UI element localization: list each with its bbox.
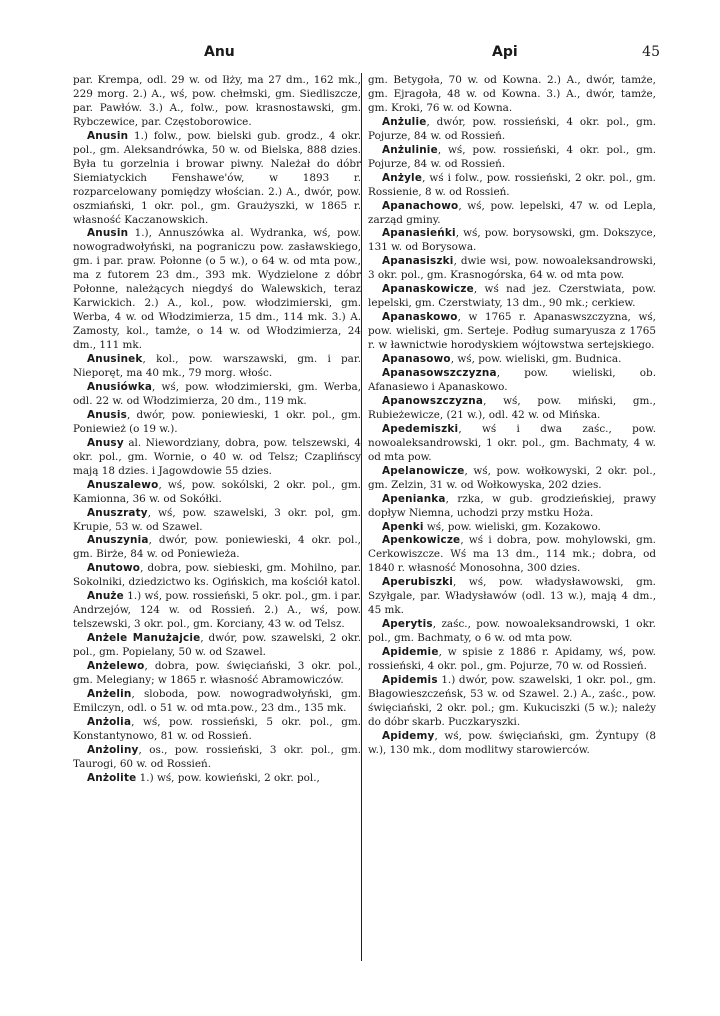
- entry-text: par. Krempa, odl. 29 w. od Iłży, ma 27 dm., 162 mk., 229 morg. 2.) A., wś, pow. chełmski, gm. Siedliszcze, par. Pawłów. 3.) A., folw., pow. krasnostawski, gm. Rybczewice, par. Częstoborowice.: [73, 74, 361, 128]
- column-divider: [361, 73, 362, 961]
- entry-text: , wś, pow. rossieński, 5 okr. pol., gm. Konstantynowo, 81 w. od Rossień.: [73, 715, 361, 742]
- dictionary-entry: [73, 562, 361, 590]
- entry-text: , dwór, pow. poniewieski, 1 okr. pol., gm. Poniewież (o 19 w.).: [73, 408, 361, 435]
- entry-headword: Apanasowszczyzna: [382, 367, 497, 380]
- entry-headword: Anuże: [87, 590, 124, 603]
- entry-text: gm. Betygoła, 70 w. od Kowna. 2.) A., dwór, tamże, gm. Ejragoła, 48 w. od Kowna. 3.) A., dwór, tamże, gm. Kroki, 76 w. od Kowna.: [368, 74, 656, 114]
- dictionary-entry: [368, 172, 656, 200]
- dictionary-entry: [368, 646, 656, 674]
- entry-headword: Anusinek: [87, 353, 143, 366]
- dictionary-entry: [368, 730, 656, 758]
- dictionary-entry: [73, 227, 361, 353]
- entry-text: , dwór, pow. szawelski, 2 okr. pol., gm. Popielany, 50 w. od Szawel.: [73, 632, 361, 659]
- entry-text: wś, pow. wieliski, gm. Kozakowo.: [423, 520, 601, 533]
- entry-text: , sloboda, pow. nowogradwołyński, gm. Emilczyn, odl. o 51 w. od mta.pow., 23 dm., 135 mk.: [73, 687, 361, 714]
- entry-text: , wś i folw., pow. rossieński, 2 okr. pol., gm. Rossienie, 8 w. od Rossień.: [368, 171, 656, 198]
- entry-text: , wś, pow. szawelski, 3 okr. pol, gm. Krupie, 53 w. od Szawel.: [73, 506, 361, 533]
- dictionary-entry: [368, 465, 656, 493]
- dictionary-entry: [73, 660, 361, 688]
- dictionary-entry: [73, 130, 361, 228]
- dictionary-entry: [73, 688, 361, 716]
- entry-text: , w 1765 r. Apanaswszczyzna, wś, pow. wieliski, gm. Serteje. Podług sumaryusza z 1765 r. w ławnictwie horodyskiem wójtowstwa sertejskiego.: [368, 311, 656, 352]
- entry-headword: Apidemie: [382, 646, 439, 659]
- dictionary-entry: [368, 353, 656, 367]
- entry-text: , dobra, pow. święciański, 3 okr. pol., gm. Melegiany; w 1865 r. własność Abramowiczów.: [73, 660, 361, 686]
- left-column: [73, 74, 361, 786]
- entry-text: , wś, pow. rossieński, 4 okr. pol., gm. Pojurze, 84 w. od Rossień.: [368, 143, 656, 170]
- entry-headword: Apenki: [382, 520, 424, 533]
- right-column: [368, 74, 656, 758]
- dictionary-entry: [73, 353, 361, 381]
- entry-headword: Apidemy: [382, 729, 435, 742]
- dictionary-entry: [73, 590, 361, 632]
- entry-headword: Anżolia: [87, 715, 132, 728]
- entry-text: , rzka, w gub. grodzieńskiej, prawy dopływ Niemna, uchodzi przy mstku Hoża.: [368, 492, 656, 519]
- dictionary-entry: [368, 674, 656, 730]
- entry-text: , wś i dwa zaśc., pow. nowoaleksandrowski, 1 okr. pol., gm. Bachmaty, 4 w. od mta pow.: [368, 422, 656, 463]
- dictionary-entry: [368, 116, 656, 144]
- entry-headword: Anżulinie: [382, 143, 438, 156]
- entry-headword: Apedemiszki: [382, 422, 459, 435]
- entry-text: , wś, pow. władysławowski, gm. Szyłgale, par. Władysławów (odl. 13 w.), mają 4 dm., 45 mk.: [368, 576, 656, 617]
- entry-text: 1.) wś, pow. kowieński, 2 okr. pol.,: [136, 771, 320, 784]
- entry-text: 1.) dwór, pow. szawelski, 1 okr. pol., gm. Błagowieszczeńsk, 53 w. od Szawel. 2.) A., zaśc., pow. święciański, 2 okr. pol.; gm. Kukuciszki (5 w.); należy do dóbr skarb. Puczkaryszki.: [368, 673, 656, 728]
- entry-text: 1.) folw., pow. bielski gub. grodz., 4 okr. pol., gm. Aleksandrówka, 50 w. od Bielska, 888 dzies. Była tu gorzelnia i browar piwny. Należał do dóbr Siemiatyckich Fenshawe'ów, w 1893 r. rozparcelowany pomiędzy włościan. 2.) A., dwór, pow. oszmiański, 1 okr. pol., gm. Graużyszki, w 1865 r. własność Kaczanowskich.: [73, 129, 361, 226]
- running-head-right: Api: [492, 44, 518, 60]
- entry-text: , w spisie z 1886 r. Apidamy, wś, pow. rossieński, 4 okr. pol., gm. Pojurze, 70 w. od Rossień.: [368, 646, 656, 673]
- entry-headword: Apanasiszki: [382, 255, 454, 268]
- entry-text: , wś, pow. borysowski, gm. Dokszyce, 131 w. od Borysowa.: [368, 227, 656, 254]
- dictionary-entry: [368, 423, 656, 465]
- dictionary-entry: [73, 716, 361, 744]
- entry-headword: Apanasieńki: [382, 227, 456, 240]
- entry-headword: Anutowo: [87, 562, 141, 575]
- dictionary-entry: [73, 479, 361, 507]
- dictionary-entry: [368, 618, 656, 646]
- entry-text: , wś, pow. miński, gm., Rubieżewicze, (21 w.), odl. 42 w. od Mińska.: [368, 394, 656, 421]
- entry-text: , wś nad jez. Czerstwiata, pow. lepelski, gm. Czerstwiaty, 13 dm., 90 mk.; cerkiew.: [368, 283, 656, 310]
- dictionary-entry: [368, 283, 656, 311]
- entry-text: , wś i dobra, pow. mohylowski, gm. Cerkowiszcze. Wś ma 13 dm., 114 mk.; dobra, od 1840 r. własność Monosohna, 300 dzies.: [368, 534, 656, 575]
- entry-text: , kol., pow. warszawski, gm. i par. Nieporęt, ma 40 mk., 79 morg. włośc.: [73, 353, 361, 380]
- page-number: 45: [642, 44, 660, 60]
- entry-text: , os., pow. rossieński, 3 okr. pol., gm. Taurogi, 60 w. od Rossień.: [73, 743, 361, 770]
- entry-headword: Anusin: [87, 129, 129, 142]
- entry-text: 1.), Annuszówka al. Wydranka, wś, pow. nowogradwołyński, na pograniczu pow. zasławskiego, gm. i par. praw. Połonne (o 5 w.), o 64 w. od mta pow., ma z futorem 23 dm., 393 mk. Wydzielone z dóbr Połonne, należących niegdyś do Walewskich, teraz Karwickich. 2.) A., kol., pow. włodzimierski, gm. Werba, 4 w. od Włodzimierza, 15 dm., 114 mk. 3.) A. Zamosty, kol., tamże, o 14 w. od Włodzimierza, 24 dm., 111 mk.: [73, 227, 361, 352]
- entry-headword: Apenianka: [382, 492, 446, 505]
- entry-text: , wś, pow. sokólski, 2 okr. pol., gm. Kamionna, 36 w. od Sokółki.: [73, 478, 361, 505]
- dictionary-entry: [73, 772, 361, 786]
- dictionary-entry: [368, 367, 656, 395]
- dictionary-entry: [73, 632, 361, 660]
- entry-text: , wś, pow. lepelski, 47 w. od Lepla, zarząd gminy.: [368, 199, 656, 226]
- entry-text: , dobra, pow. siebieski, gm. Mohilno, par. Sokolniki, dziedzictwo ks. Ogińskich, ma kościół katol.: [73, 562, 361, 589]
- entry-text: , wś, pow. włodzimierski, gm. Werba, odl. 22 w. od Włodzimierza, 20 dm., 119 mk.: [73, 380, 361, 407]
- dictionary-entry: [368, 74, 656, 116]
- dictionary-entry: [73, 534, 361, 562]
- dictionary-entry: [368, 144, 656, 172]
- entry-headword: Anuszynia: [87, 534, 149, 547]
- dictionary-entry: [368, 395, 656, 423]
- entry-headword: Anżoliny: [87, 743, 139, 756]
- entry-text: , wś, pow. wołkowyski, 2 okr. pol., gm. Zelzin, 31 w. od Wołkowyska, 202 dzies.: [368, 464, 656, 491]
- dictionary-entry: [368, 227, 656, 255]
- dictionary-entry: [368, 521, 656, 535]
- entry-text: , pow. wieliski, ob. Afanasiewo i Apanaskowo.: [368, 367, 656, 393]
- entry-headword: Anuszraty: [87, 506, 148, 519]
- dictionary-entry: [368, 311, 656, 353]
- entry-headword: Anusis: [87, 408, 127, 421]
- dictionary-entry: [73, 381, 361, 409]
- entry-headword: Anżele Manużajcie: [87, 632, 201, 645]
- entry-headword: Apidemis: [382, 673, 438, 686]
- dictionary-entry: [368, 576, 656, 618]
- dictionary-entry: [73, 744, 361, 772]
- dictionary-entry: [368, 255, 656, 283]
- entry-text: , zaśc., pow. nowoaleksandrowski, 1 okr. pol., gm. Bachmaty, o 6 w. od mta pow.: [368, 618, 656, 645]
- entry-headword: Apanaskowo: [382, 311, 458, 324]
- dictionary-entry: [73, 507, 361, 535]
- entry-headword: Anusiówka: [87, 380, 153, 393]
- entry-headword: Apanasowo: [382, 353, 451, 366]
- entry-text: , dwór, pow. rossieński, 4 okr. pol., gm. Pojurze, 84 w. od Rossień.: [368, 115, 656, 142]
- entry-text: , wś, pow. święciański, gm. Żyntupy (8 w.), 130 mk., dom modlitwy starowierców.: [368, 729, 656, 756]
- entry-headword: Apanachowo: [382, 199, 459, 212]
- entry-text: 1.) wś, pow. rossieński, 5 okr. pol., gm. i par. Andrzejów, 124 w. od Rossień. 2.) A., wś, pow. telszewski, 3 okr. pol., gm. Korciany, 43 w. od Telsz.: [73, 590, 361, 631]
- entry-headword: Anżyle: [382, 171, 423, 184]
- entry-text: , wś, pow. wieliski, gm. Budnica.: [450, 353, 622, 366]
- entry-headword: Anżolite: [87, 771, 137, 784]
- running-head-left: Anu: [204, 44, 235, 60]
- entry-text: , dwie wsi, pow. nowoaleksandrowski, 3 okr. pol., gm. Krasnogórska, 64 w. od mta pow.: [368, 255, 656, 282]
- dictionary-entry: [368, 493, 656, 521]
- entry-headword: Anusin: [87, 227, 129, 240]
- entry-headword: Apanaskowicze: [382, 283, 474, 296]
- entry-headword: Anżelin: [87, 687, 132, 700]
- entry-text: al. Niewordziany, dobra, pow. telszewski, 4 okr. pol., gm. Wornie, o 40 w. od Telsz; Czaplińscy mają 18 dzies. i Jagowdowie 55 dzies.: [73, 436, 361, 477]
- entry-headword: Apanowszczyzna: [382, 394, 484, 407]
- page-header: [60, 44, 660, 64]
- dictionary-entry: [73, 437, 361, 479]
- dictionary-entry: [368, 200, 656, 228]
- entry-headword: Aperubiszki: [382, 576, 453, 589]
- entry-headword: Anusy: [87, 436, 124, 449]
- dictionary-entry: [73, 409, 361, 437]
- dictionary-entry: [73, 74, 361, 130]
- entry-headword: Anżulie: [382, 115, 427, 128]
- entry-headword: Aperytis: [382, 618, 433, 631]
- entry-text: , dwór, pow. poniewieski, 4 okr. pol., gm. Birże, 84 w. od Poniewieża.: [73, 534, 361, 561]
- dictionary-entry: [368, 534, 656, 576]
- entry-headword: Apelanowicze: [382, 464, 465, 477]
- entry-headword: Apenkowicze: [382, 534, 461, 547]
- entry-headword: Anżelewo: [87, 660, 145, 673]
- entry-headword: Anuszalewo: [87, 478, 159, 491]
